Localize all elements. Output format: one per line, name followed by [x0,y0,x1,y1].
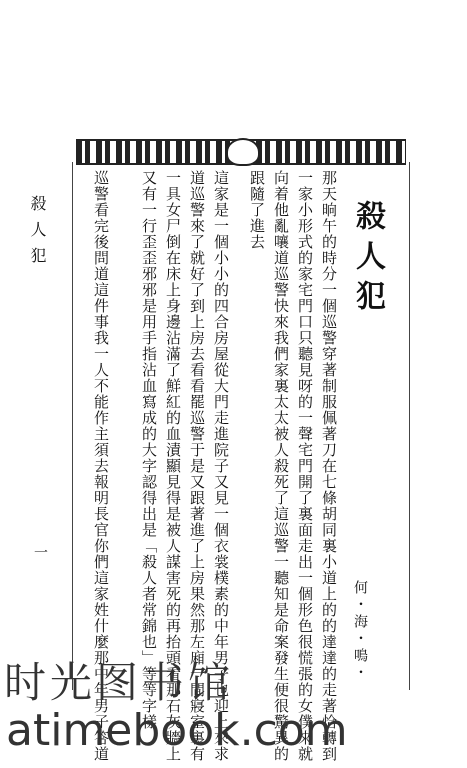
page-number: 一 [32,545,48,559]
text-column-3: 向着他亂嚷道巡警快來我們家裏太太被人殺死了這巡警一聽知是命案發生便很驚異的 [272,170,290,762]
author-name: 何・海・鳴・ [352,580,368,682]
text-column-7: 一具女尸倒在床上身邊沾滿了鮮紅的血漬顯見得是被人謀害死的再抬頭看那石灰牆上 [164,170,182,762]
text-column-6: 道巡警來了就好了到上房去看看罷巡警于是又跟著進了上房果然那左廂一間寢室裏有 [188,170,206,762]
text-column-5: 這家是一個小小的四合房屋從大門走進院子又見一個衣裳樸素的中年男子也迎上來求 [212,170,230,762]
text-column-1: 那天晌午的時分一個巡警穿著制服佩著刀在七條胡同裏小道上的的達達的走著恰轉到 [320,170,338,762]
text-column-2: 一家小形式的家宅門口只聽見呀的一聲宅門開了裏面走出一個形色很慌張的女僕來就 [296,170,314,762]
margin-book-title: 殺人犯 [28,195,47,273]
watermark-url: atimebook.com [6,705,348,756]
watermark-text: 时光图书馆 [4,658,235,707]
text-column-9: 巡警看完後問道這件事我一人不能作主須去報明長官你們這家姓什麼那中年男子答道 [92,170,110,762]
text-column-4: 跟隨了進去 [248,170,266,250]
text-column-8: 又有一行歪歪邪邪是用手指沾血寫成的大字認得出是「殺人者常錦也」等等字樣 [140,170,158,730]
story-title: 殺人犯 [350,200,385,320]
